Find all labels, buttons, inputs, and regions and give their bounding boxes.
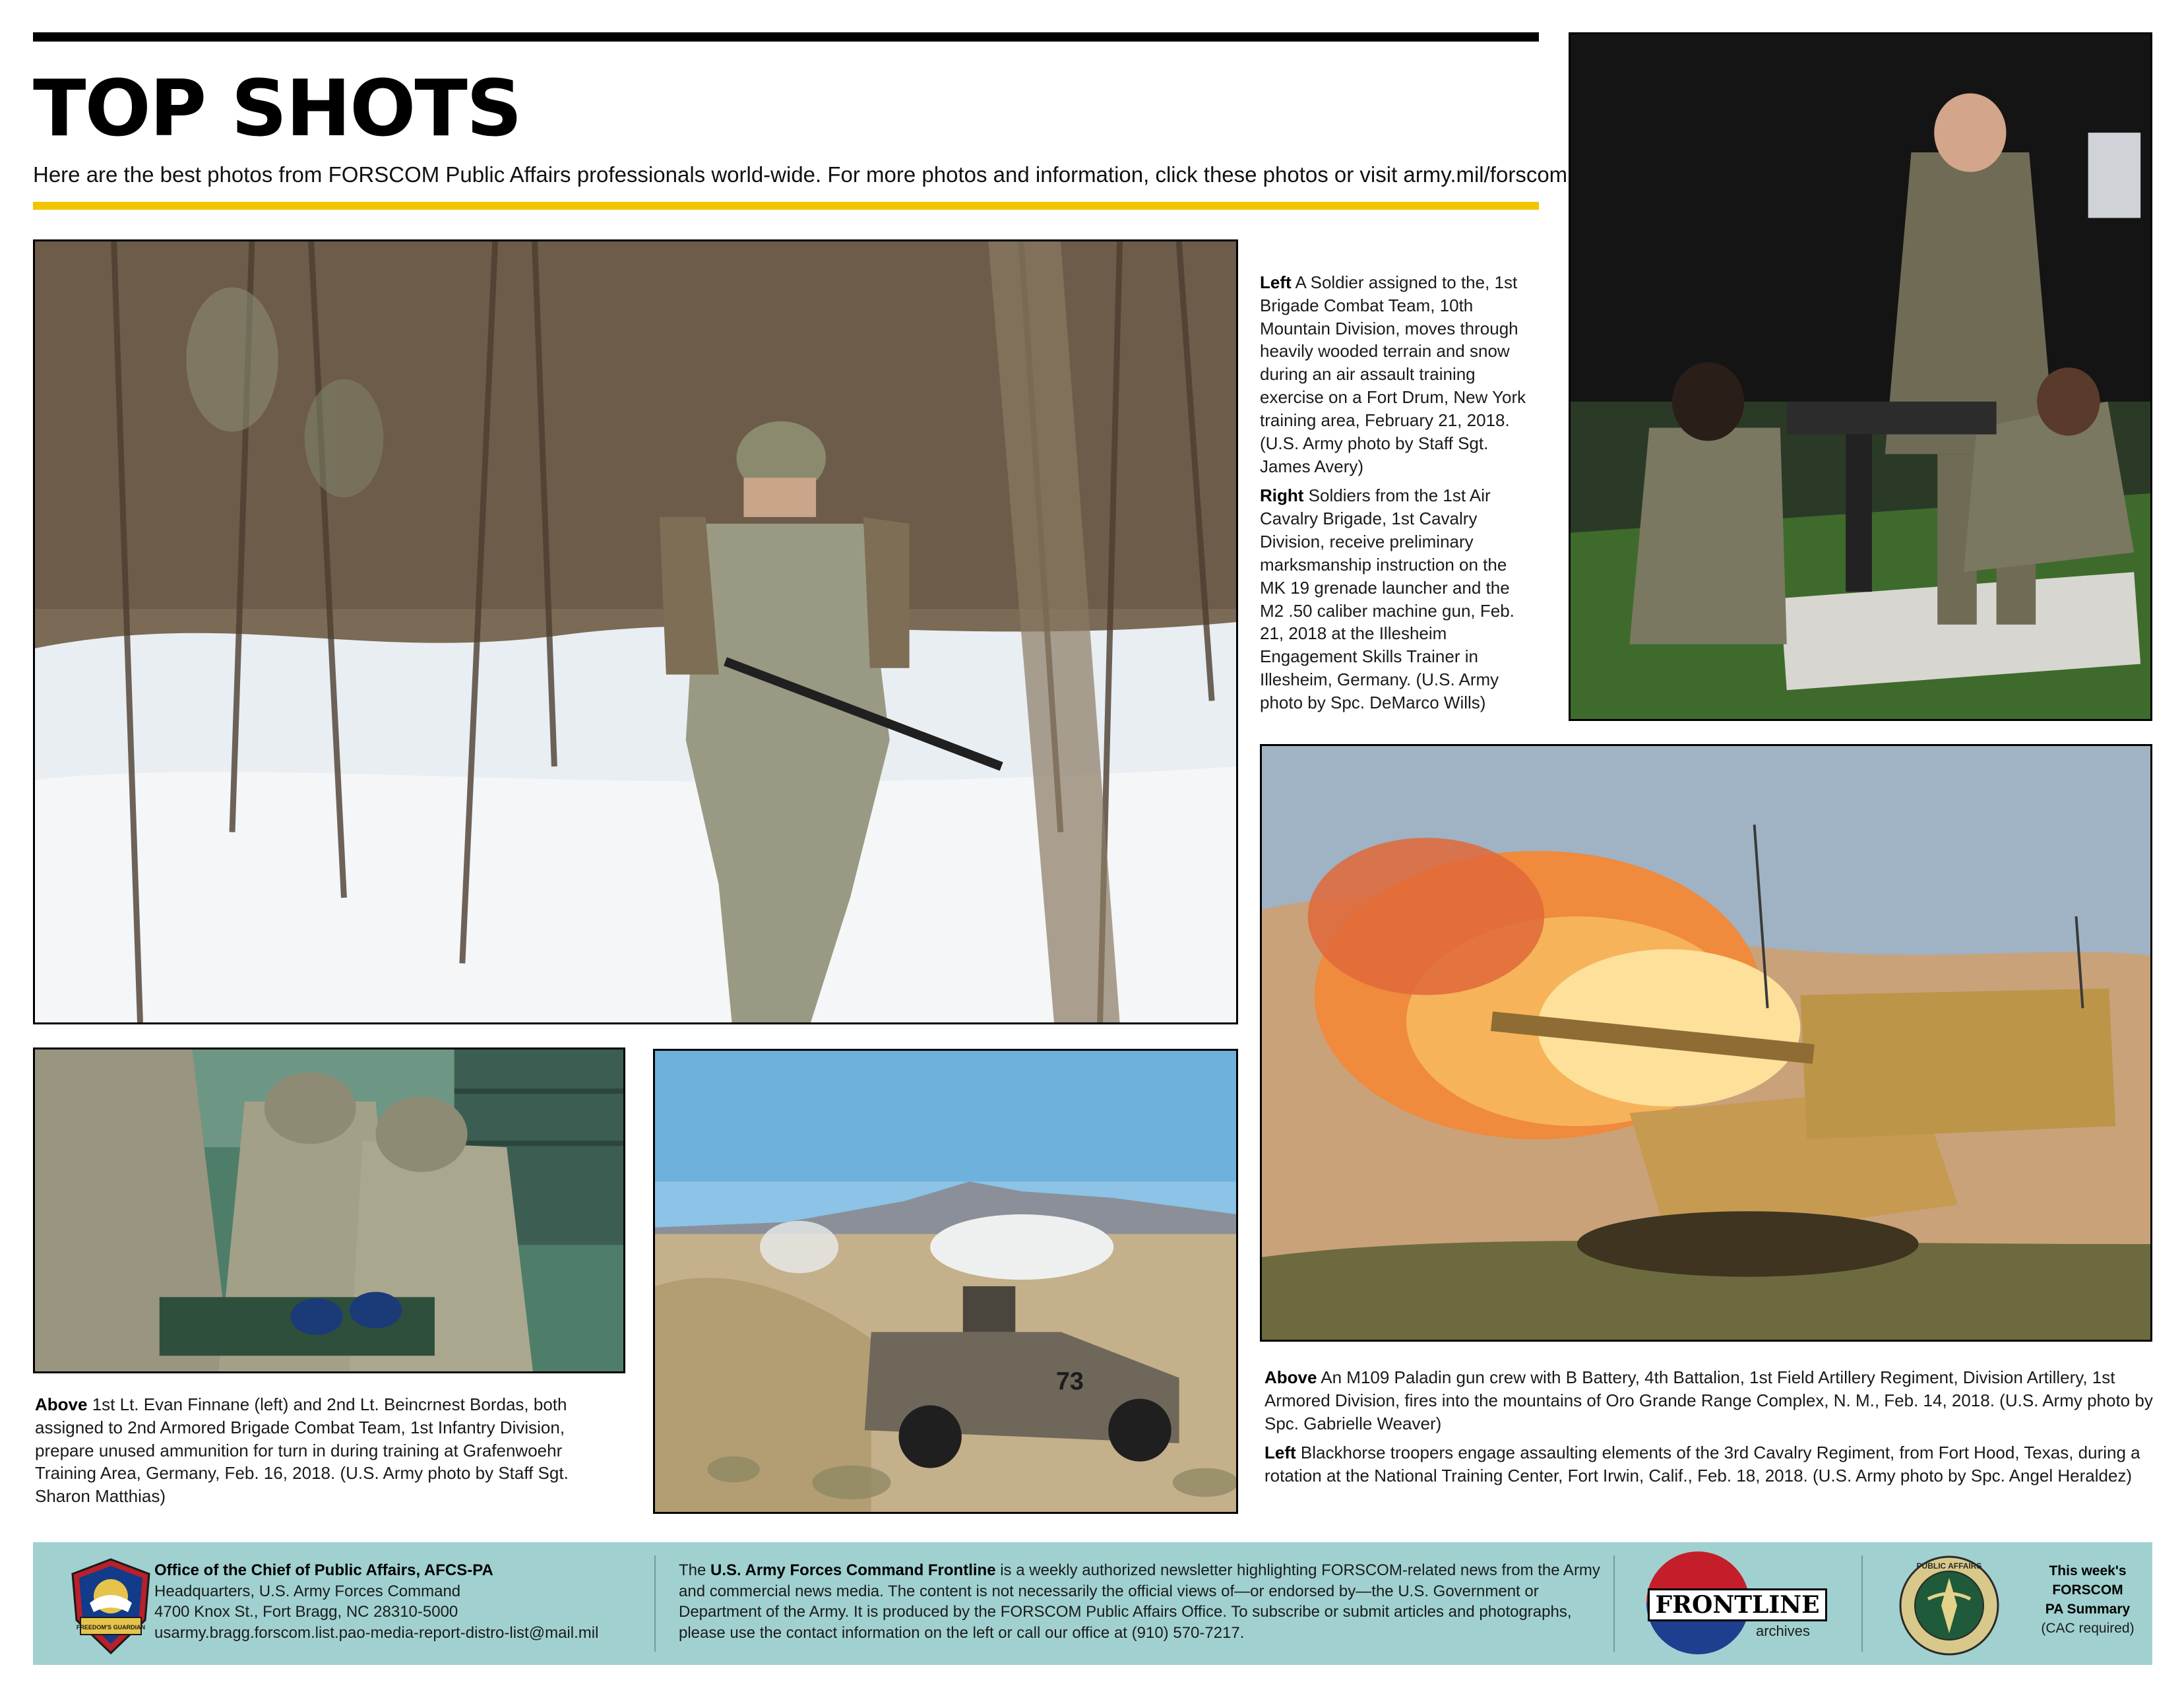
frontline-archives-label: archives bbox=[1756, 1623, 1810, 1639]
photo-hmmwv-desert[interactable] bbox=[653, 1049, 1238, 1514]
caption-text: An M109 Paladin gun crew with B Battery, 4th Battalion, 1st Field Artillery Regiment, Division Artillery, 1st Armored Division, fires into the mountains of Oro Grande Range Complex, N. M., Feb. 14, 2018. (U.S. Army photo by Spc. Gabrielle Weaver) bbox=[1264, 1367, 2153, 1433]
frontline-archives-link[interactable] bbox=[1646, 1551, 1838, 1657]
caption-text: Blackhorse troopers engage assaulting elements of the 3rd Cavalry Regiment, from Fort Hood, Texas, during a rotation at the National Training Center, Fort Irwin, Calif., Feb. 18, 2018. (U.S. Army photo by Spc. Angel Heraldez) bbox=[1264, 1443, 2140, 1486]
caption-bottom-right bbox=[1264, 1366, 2162, 1494]
top-rule bbox=[33, 32, 1539, 42]
contact-block bbox=[154, 1560, 598, 1644]
freedoms-guardian-seal bbox=[65, 1557, 157, 1656]
blurb-newsletter-name: U.S. Army Forces Command Frontline bbox=[710, 1561, 996, 1579]
footer-divider bbox=[1613, 1555, 1615, 1652]
photo-ammunition-prep[interactable] bbox=[33, 1047, 625, 1373]
public-affairs-seal-icon bbox=[1898, 1554, 2001, 1657]
pa-summary-link[interactable] bbox=[1898, 1554, 2001, 1657]
accent-rule bbox=[33, 202, 1539, 210]
office-email-link[interactable]: usarmy.bragg.forscom.list.pao-media-report-distro-list@mail.mil bbox=[154, 1624, 599, 1642]
caption-lead: Left bbox=[1264, 1443, 1296, 1463]
pa-summary-line: PA Summary bbox=[2045, 1601, 2131, 1617]
pa-summary-line: This week's bbox=[2049, 1563, 2127, 1579]
footer-divider bbox=[654, 1555, 656, 1652]
page-title: TOP SHOTS bbox=[33, 63, 521, 154]
pa-summary-line: (CAC required) bbox=[2041, 1620, 2135, 1636]
vehicle-number: 73 bbox=[1055, 1367, 1084, 1395]
office-title: Office of the Chief of Public Affairs, AFCS-PA bbox=[154, 1561, 493, 1579]
footer-divider bbox=[1861, 1555, 1863, 1652]
newsletter-blurb bbox=[679, 1560, 1609, 1644]
caption-lead: Left bbox=[1260, 272, 1292, 292]
office-hq: Headquarters, U.S. Army Forces Command bbox=[154, 1582, 461, 1600]
blurb-text: is a weekly authorized newsletter highlighting FORSCOM-related news from the Army and commercial news media. The content is not necessarily the official views of—or endorsed by—the U.S. Government or Department of the Army. It is produced by the FORSCOM Public Affairs Office. To subscribe or submit articles and photographs, please use the contact information on the left or call our office at (910) 570-7217. bbox=[679, 1561, 1600, 1642]
blurb-text: The bbox=[679, 1561, 706, 1579]
caption-text: 1st Lt. Evan Finnane (left) and 2nd Lt. Beincrnest Bordas, both assigned to 2nd Armored Brigade Combat Team, 1st Infantry Division, prepare unused ammunition for turn in during training at Grafenwoehr Training Area, Germany, Feb. 16, 2018. (U.S. Army photo by Staff Sgt. Sharon Matthias) bbox=[35, 1394, 569, 1507]
caption-lead: Right bbox=[1260, 485, 1304, 506]
seal-text: PUBLIC AFFAIRS bbox=[1916, 1561, 1982, 1571]
seal-text: FREEDOM'S GUARDIAN bbox=[76, 1624, 146, 1631]
pa-summary-line: FORSCOM bbox=[2052, 1582, 2123, 1598]
office-address: 4700 Knox St., Fort Bragg, NC 28310-5000 bbox=[154, 1603, 458, 1621]
caption-text: A Soldier assigned to the, 1st Brigade Combat Team, 10th Mountain Division, moves through heavily wooded terrain and snow during an air assault training exercise on a Fort Drum, New York training area, February 21, 2018. (U.S. Army photo by Staff Sgt. James Avery) bbox=[1260, 272, 1526, 476]
caption-lead: Above bbox=[35, 1394, 88, 1414]
photo-paladin-firing[interactable] bbox=[1260, 744, 2152, 1342]
photo-marksmanship-instruction[interactable] bbox=[1569, 32, 2152, 721]
frontline-logo-text: FRONTLINE bbox=[1648, 1588, 1827, 1621]
caption-text: Soldiers from the 1st Air Cavalry Brigade, 1st Cavalry Division, receive preliminary marksmanship instruction on the MK 19 grenade launcher and the M2 .50 caliber machine gun, Feb. 21, 2018 at the Illesheim Engagement Skills Trainer in Illesheim, Germany. (U.S. Army photo by Spc. DeMarco Wills) bbox=[1260, 485, 1514, 712]
page-subtitle: Here are the best photos from FORSCOM Public Affairs professionals world-wide. For more photos and information, click these photos or visit army.mil/forscom bbox=[33, 162, 1568, 187]
caption-bottom-left bbox=[35, 1393, 621, 1515]
pa-summary-label bbox=[2018, 1562, 2157, 1639]
caption-top-left bbox=[1260, 271, 1537, 721]
photo-soldier-snow[interactable] bbox=[33, 239, 1238, 1024]
footer-bar bbox=[33, 1542, 2152, 1665]
caption-lead: Above bbox=[1264, 1367, 1317, 1387]
